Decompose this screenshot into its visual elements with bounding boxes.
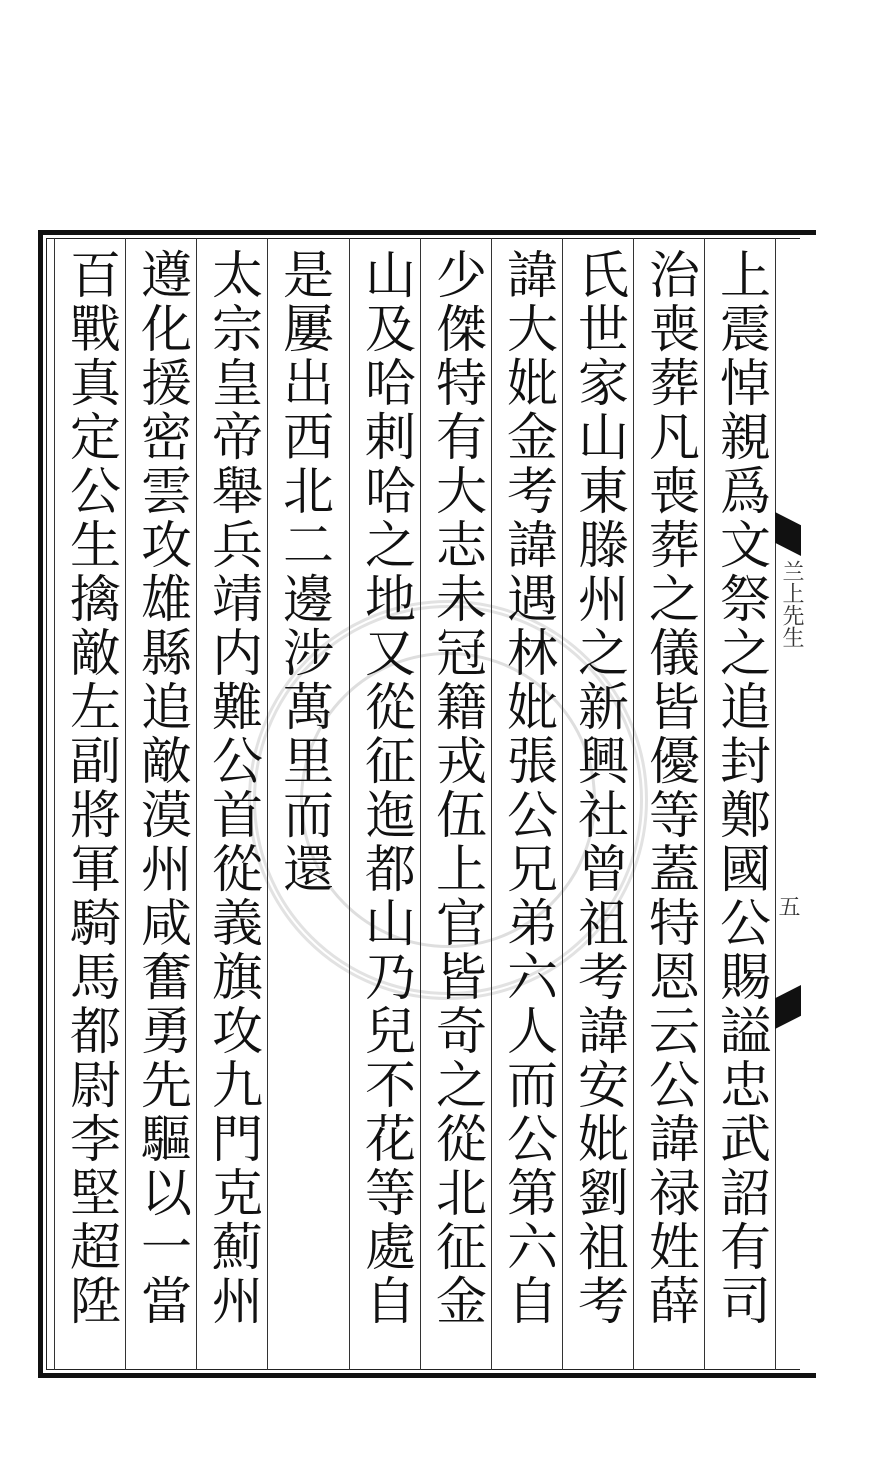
center-fold-strip [775,238,816,1370]
text-column-10 [54,238,125,1370]
column-text: 氏世家山東滕州之新興社曾祖考諱安妣劉祖考 [568,248,628,1328]
column-text: 百戰真定公生擒敵左副將軍騎馬都尉李堅超陞 [60,248,120,1328]
text-column-9 [125,238,196,1370]
text-column-6 [349,238,420,1370]
center-strip-title: 兰上先生 [779,560,804,648]
text-column-4 [491,238,562,1370]
column-text: 諱大妣金考諱遇林妣張公兄弟六人而公第六自 [497,248,557,1328]
text-column-7 [267,238,338,1370]
text-column-2 [633,238,704,1370]
folio-number: 五 [775,895,800,917]
column-text: 少傑特有大志未冠籍戎伍上官皆奇之從北征金 [426,248,486,1328]
column-text: 遵化援密雲攻雄縣追敵漠州咸奮勇先驅以一當 [131,248,191,1328]
column-text: 太宗皇帝舉兵靖内難公首從義旗攻九門克薊州 [202,248,262,1328]
column-text: 山及哈剌哈之地又從征迤都山乃兒不花等處自 [355,248,415,1328]
column-text: 上震悼親爲文祭之追封鄭國公賜謚忠武詔有司 [710,248,770,1328]
text-column-8 [196,238,267,1370]
text-column-5 [420,238,491,1370]
text-column-3 [562,238,633,1370]
text-column-1 [704,238,775,1370]
column-text: 是屢出西北二邊涉萬里而還 [273,248,333,896]
column-text: 治喪葬凡喪葬之儀皆優等蓋特恩云公諱禄姓薛 [639,248,699,1328]
